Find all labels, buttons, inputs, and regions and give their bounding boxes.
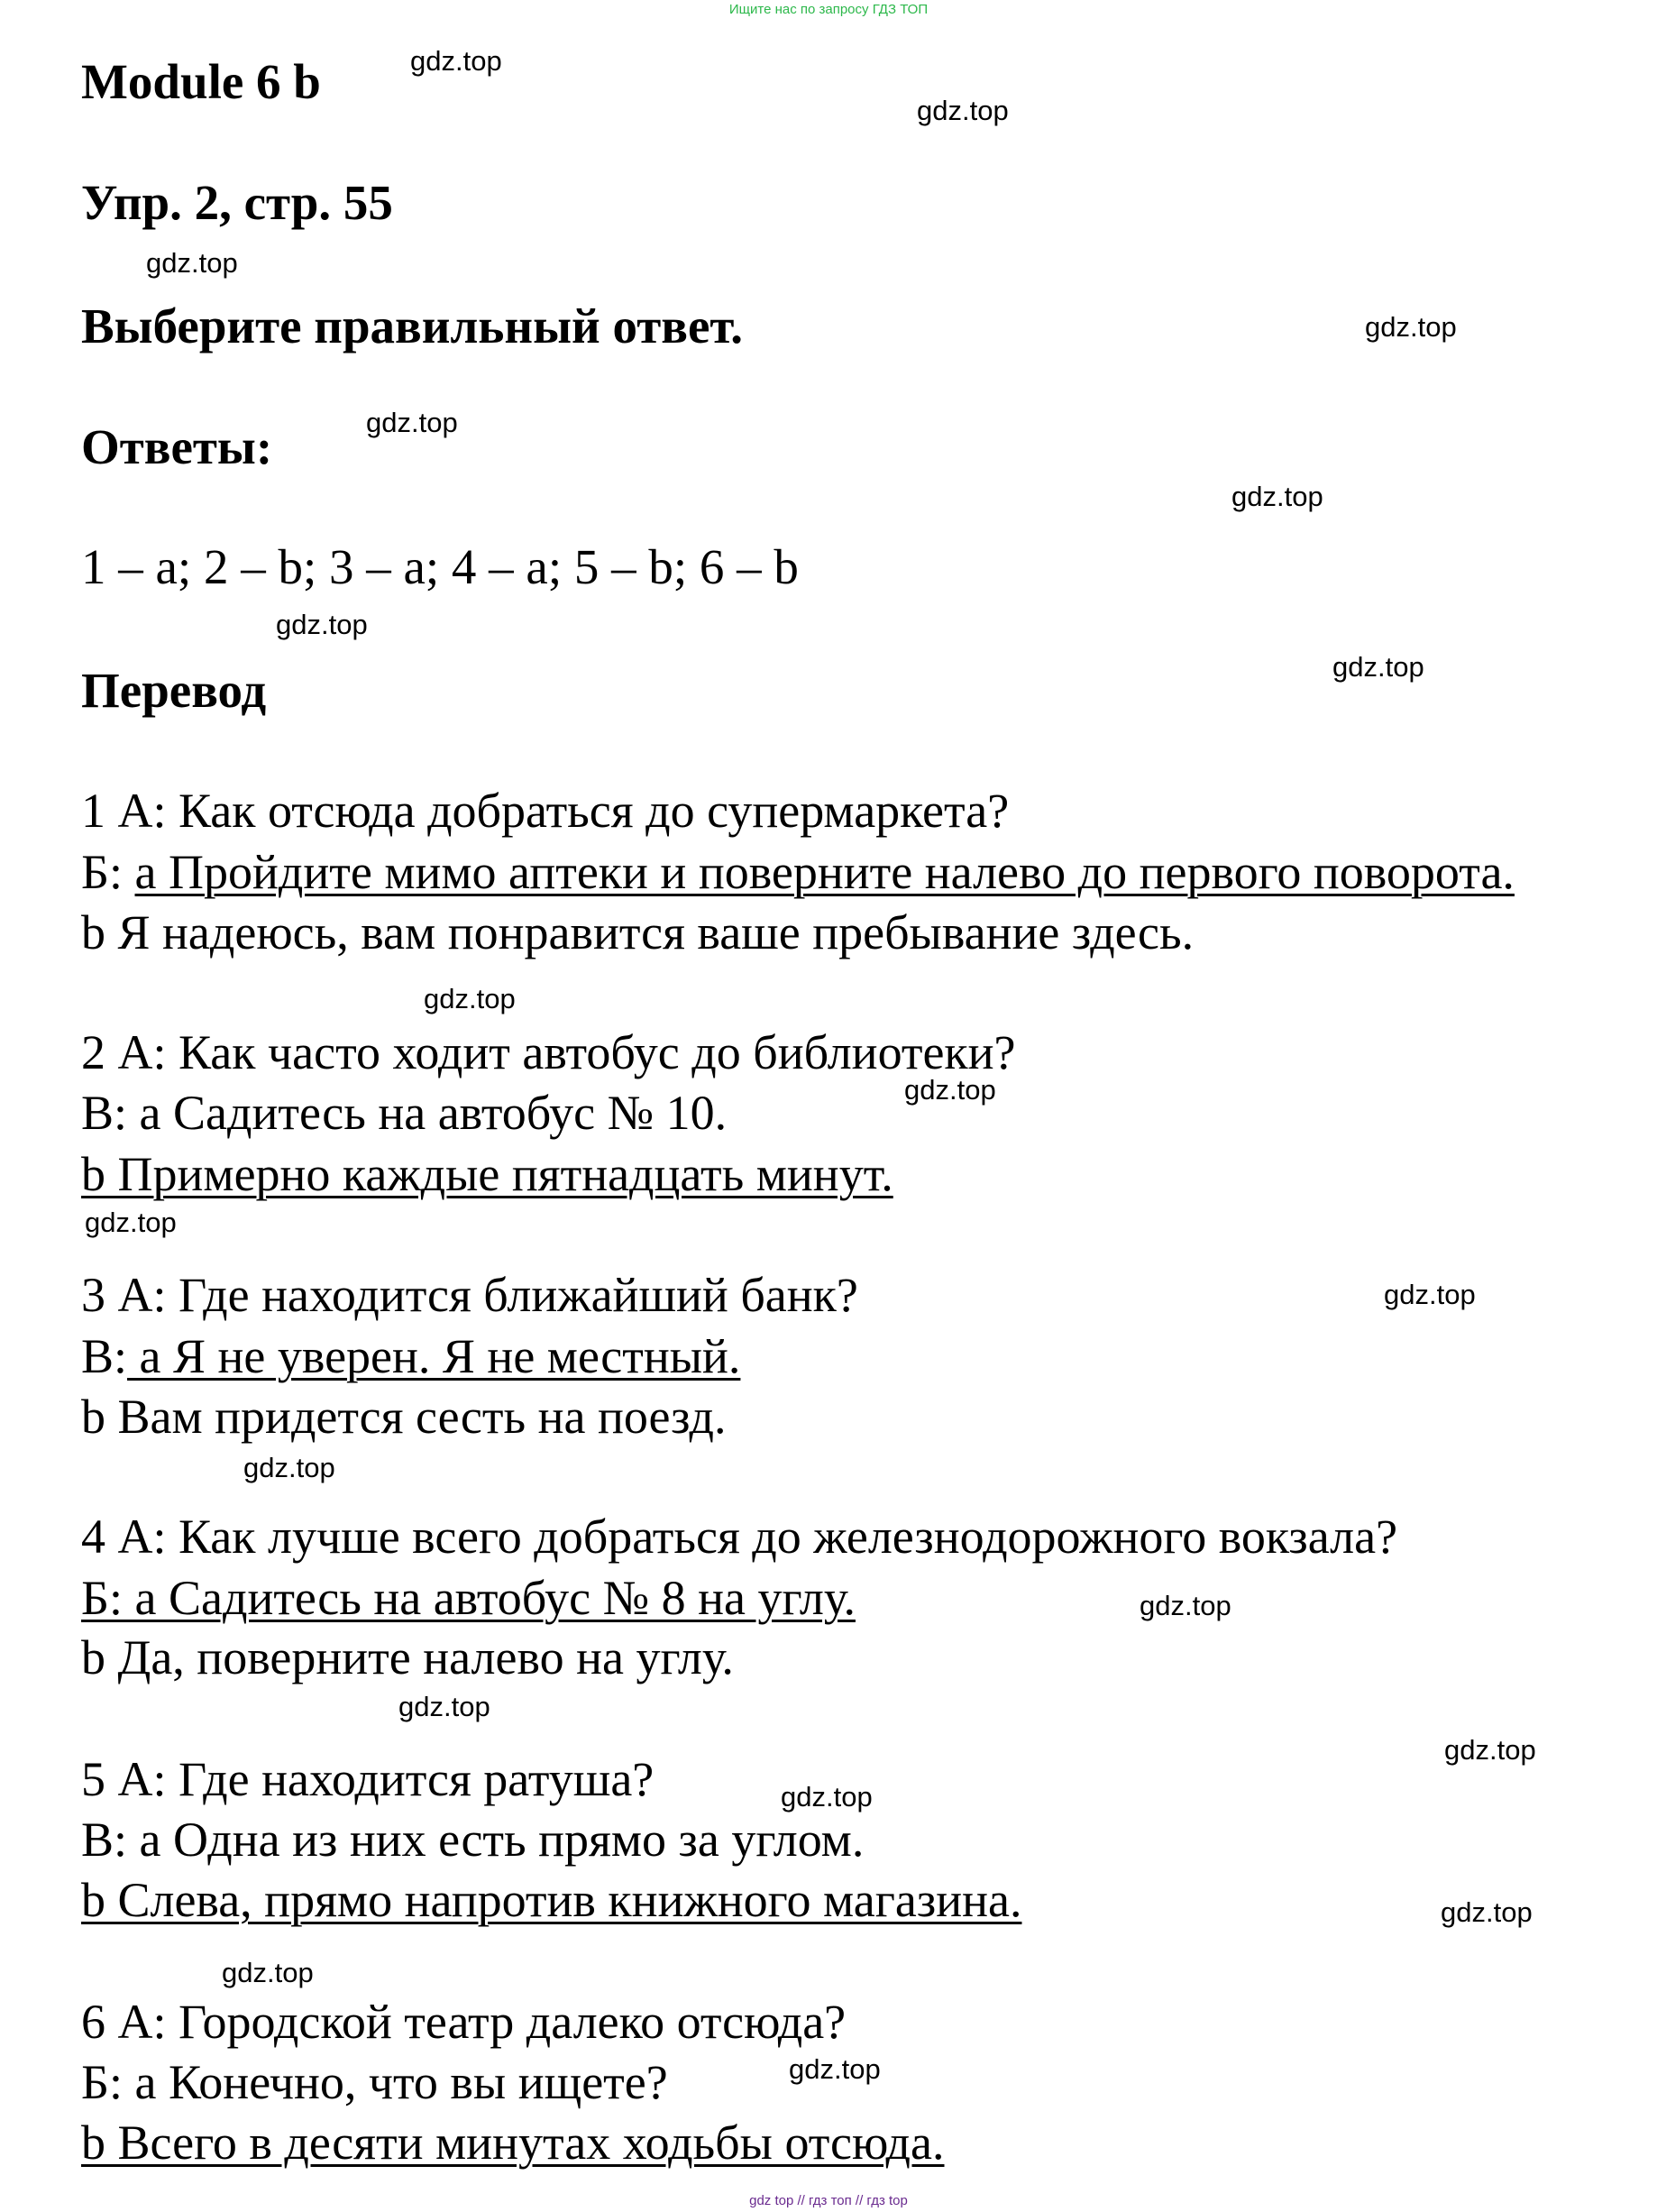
dialogue-1-answer-a [81, 845, 1515, 899]
top-banner: Ищите нас по запросу ГДЗ ТОП [728, 2, 929, 17]
watermark: gdz.top [1231, 481, 1323, 512]
translation-title: Перевод [81, 663, 267, 718]
dialogue-1-correct-answer: a Пройдите мимо аптеки и поверните налево до первого поворота. [134, 845, 1515, 899]
dialogue-3-speaker: В: [81, 1329, 128, 1383]
watermark: gdz.top [1384, 1279, 1476, 1310]
watermark: gdz.top [424, 983, 516, 1014]
watermark: gdz.top [1441, 1896, 1533, 1928]
dialogue-3-answer-b: b Вам придется сесть на поезд. [81, 1390, 727, 1444]
dialogue-1-question: 1 А: Как отсюда добраться до супермаркета? [81, 784, 1010, 838]
watermark: gdz.top [1365, 311, 1457, 343]
dialogue-6-question: 6 А: Городской театр далеко отсюда? [81, 1995, 847, 2049]
watermark: gdz.top [85, 1207, 177, 1238]
dialogue-2-answer-a: В: a Садитесь на автобус № 10. [81, 1086, 728, 1140]
dialogue-1-answer-b: b Я надеюсь, вам понравится ваше пребывание здесь. [81, 905, 1195, 959]
dialogue-3-question: 3 А: Где находится ближайший банк? [81, 1268, 858, 1322]
exercise-title: Упр. 2, стр. 55 [81, 175, 393, 230]
answers-line: 1 – a; 2 – b; 3 – a; 4 – a; 5 – b; 6 – b [81, 539, 799, 594]
dialogue-4-answer-b: b Да, поверните налево на углу. [81, 1630, 734, 1684]
dialogue-1-speaker: Б: [81, 845, 135, 899]
watermark: gdz.top [789, 2053, 881, 2085]
dialogue-3-correct-answer: a Я не уверен. Я не местный. [127, 1329, 741, 1383]
dialogue-2-question: 2 А: Как часто ходит автобус до библиотеки? [81, 1025, 1016, 1079]
dialogue-5-question: 5 А: Где находится ратуша? [81, 1752, 655, 1806]
watermark: gdz.top [222, 1957, 314, 1988]
dialogue-6-answer-a: Б: a Конечно, что вы ищете? [81, 2055, 668, 2109]
watermark: gdz.top [1332, 651, 1424, 683]
watermark: gdz.top [276, 609, 368, 640]
instruction: Выберите правильный ответ. [81, 298, 743, 353]
watermark: gdz.top [366, 407, 458, 438]
dialogue-4-question: 4 А: Как лучше всего добраться до железнодорожного вокзала? [81, 1510, 1398, 1564]
dialogue-3-answer-a [81, 1329, 741, 1383]
dialogue-5-answer-a: В: a Одна из них есть прямо за углом. [81, 1813, 865, 1867]
watermark: gdz.top [917, 95, 1009, 126]
watermark: gdz.top [781, 1781, 873, 1813]
footer-banner: gdz top // гдз топ // гдз top [749, 2193, 908, 2208]
answers-title: Ответы: [81, 419, 273, 474]
dialogue-5-correct-answer: b Слева, прямо напротив книжного магазина. [81, 1873, 1022, 1927]
dialogue-4-correct-answer: Б: a Садитесь на автобус № 8 на углу. [81, 1571, 856, 1625]
watermark: gdz.top [1444, 1734, 1536, 1766]
dialogue-6-correct-answer: b Всего в десяти минутах ходьбы отсюда. [81, 2116, 945, 2170]
watermark: gdz.top [410, 45, 502, 77]
watermark: gdz.top [243, 1452, 335, 1483]
watermark: gdz.top [904, 1074, 996, 1106]
dialogue-2-correct-answer: b Примерно каждые пятнадцать минут. [81, 1147, 893, 1201]
watermark: gdz.top [146, 247, 238, 279]
module-title: Module 6 b [81, 54, 321, 109]
watermark: gdz.top [1140, 1590, 1231, 1621]
watermark: gdz.top [398, 1691, 490, 1722]
